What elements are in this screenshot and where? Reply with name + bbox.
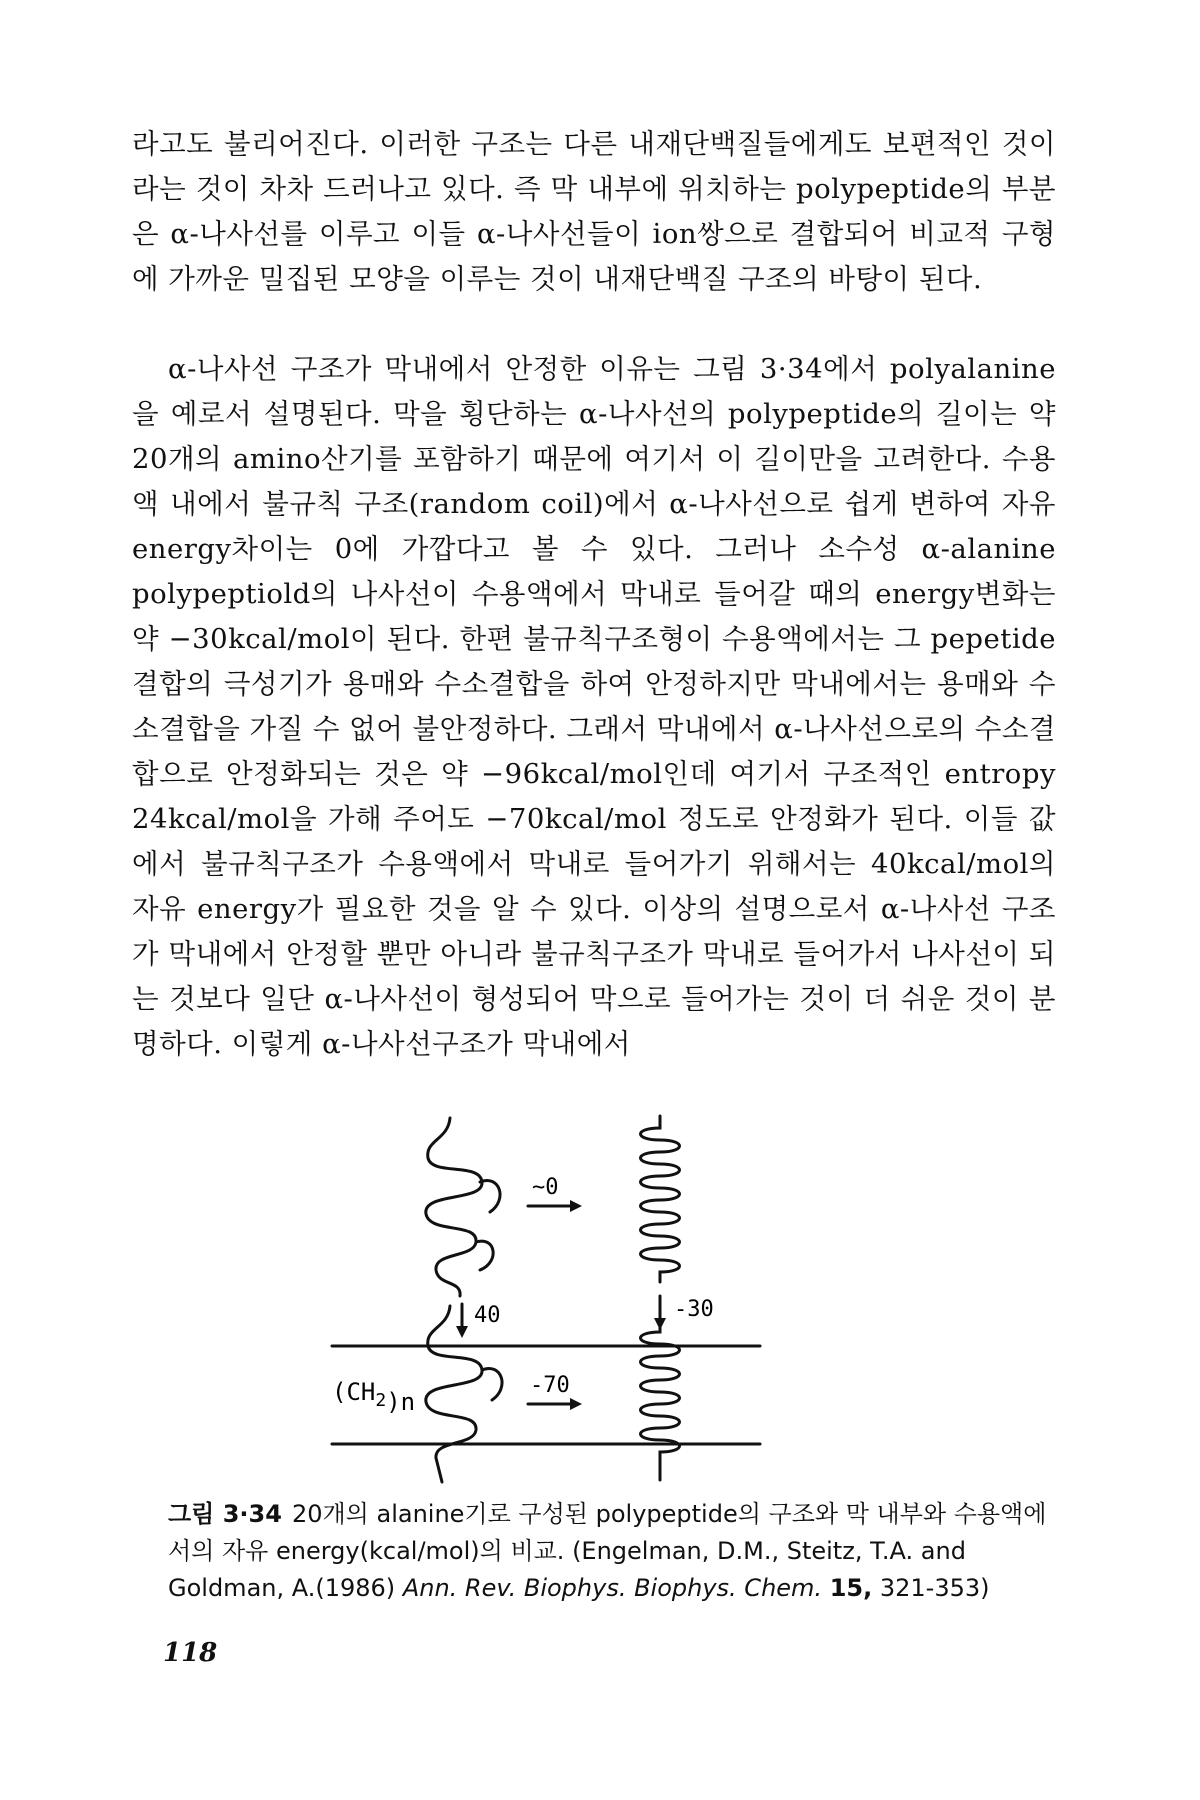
page-number: 118 <box>163 1638 218 1668</box>
label-left-down: 40 <box>474 1303 501 1328</box>
arrowhead-down-right <box>654 1318 666 1330</box>
caption-volume: 15, <box>829 1574 873 1602</box>
paragraph-2: α-나사선 구조가 막내에서 안정한 이유는 그림 3·34에서 polyalanine을 예로서 설명된다. 막을 횡단하는 α-나사선의 polypeptide의 길이는 약 20개의 amino산기를 포함하기 때문에 여기서 이 길이만을 고려한다. 수용액 내에서 불규칙 구조(random coil)에서 α-나사선으로 쉽게 변하여 자유 energy차이는 0에 가깝다고 볼 수 있다. 그러나 소수성 α-alanine polypeptiold의 나사선이 수용액에서 막내로 들어갈 때의 energy변화는 약 −30kcal/mol이 된다. 한편 불규칙구조형이 수용액에서는 그 pepetide결합의 극성기가 용매와 수소결합을 하여 안정하지만 막내에서는 용매와 수소결합을 가질 수 없어 불안정하다. 그래서 막내에서 α-나사선으로의 수소결합으로 안정화되는 것은 약 −96kcal/mol인데 여기서 구조적인 entropy 24kcal/mol을 가해 주어도 −70kcal/mol 정도로 안정화가 된다. 이들 값에서 불규칙구조가 수용액에서 막내로 들어가기 위해서는 40kcal/mol의 자유 energy가 필요한 것을 알 수 있다. 이상의 설명으로서 α-나사선 구조가 막내에서 안정할 뿐만 아니라 불규칙구조가 막내로 들어가서 나사선이 되는 것보다 일단 α-나사선이 형성되어 막으로 들어가는 것이 더 쉬운 것이 분명하다. 이렇게 α-나사선구조가 막내에서 <box>132 353 1056 1060</box>
caption-text: 20개의 alanine기로 구성된 polypeptide의 구조와 막 내부와 수용액에서의 자유 energy(kcal/mol)의 비교. (Engelman, D.M., Steitz, T.A. and Goldman, A.(1986) <box>168 1500 1047 1602</box>
paragraph-1: 라고도 불리어진다. 이러한 구조는 다른 내재단백질들에게도 보편적인 것이라는 것이 차차 드러나고 있다. 즉 막 내부에 위치하는 polypeptide의 부분은 α-나사선를 이루고 이들 α-나사선들이 ion쌍으로 결합되어 비교적 구형에 가까운 밀집된 모양을 이루는 것이 내재단백질 구조의 바탕이 된다. <box>132 128 1056 295</box>
caption-pages: 321-353) <box>879 1574 990 1602</box>
arrowhead-right-bottom <box>570 1398 582 1410</box>
energy-diagram <box>330 1110 850 1490</box>
arrowhead-right-top <box>570 1200 582 1212</box>
label-top-arrow: ~0 <box>532 1175 559 1200</box>
label-right-down: -30 <box>674 1297 714 1322</box>
label-membrane: $(CH_2)n$ <box>332 1378 416 1416</box>
figure-3-34 <box>330 1110 850 1490</box>
arrowhead-down-left <box>456 1326 468 1338</box>
label-bottom-arrow: -70 <box>530 1373 570 1398</box>
random-coil-aqueous <box>426 1118 500 1296</box>
caption-label: 그림 3·34 <box>168 1500 282 1528</box>
figure-caption <box>168 1496 1048 1607</box>
helix-aqueous <box>641 1116 680 1282</box>
caption-journal: Ann. Rev. Biophys. Biophys. Chem. <box>402 1574 823 1602</box>
